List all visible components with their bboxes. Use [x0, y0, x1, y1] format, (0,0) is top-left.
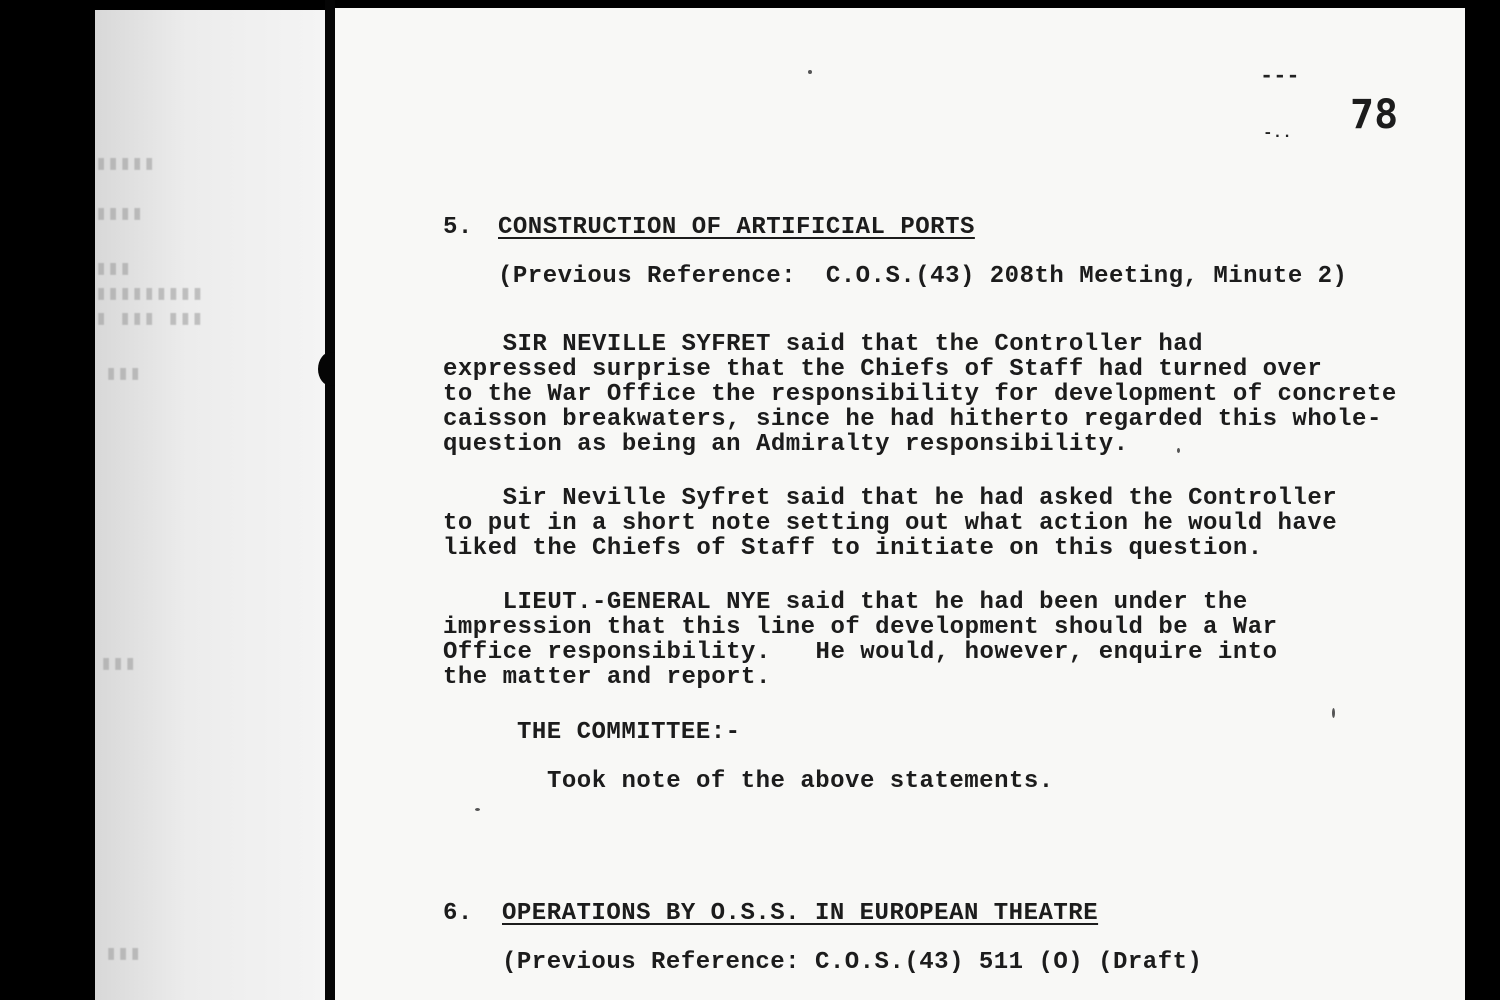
paragraph-line: Sir Neville Syfret said that he had asked the Controller	[443, 485, 1338, 512]
section-5-heading: CONSTRUCTION OF ARTIFICIAL PORTS	[498, 214, 975, 241]
bleed-through-text: ▮▮▮	[105, 363, 142, 386]
paper-speck	[1177, 448, 1180, 453]
bleed-through-text: ▮▮▮▮	[95, 203, 144, 226]
document-page	[335, 8, 1465, 1000]
section-6-number: 6.	[443, 900, 473, 927]
bleed-through-text: ▮▮▮	[95, 258, 132, 281]
paragraph-line: question as being an Admiralty responsibility.	[443, 431, 1129, 458]
paragraph-line: LIEUT.-GENERAL NYE said that he had been under the	[443, 589, 1248, 616]
paragraph-line: liked the Chiefs of Staff to initiate on this question.	[443, 535, 1263, 562]
section-5-previous-reference: (Previous Reference: C.O.S.(43) 208th Meeting, Minute 2)	[498, 263, 1348, 290]
facing-page	[95, 10, 325, 1000]
section-6-previous-reference: (Previous Reference: C.O.S.(43) 511 (O) (Draft)	[502, 949, 1203, 976]
bleed-through-text: ▮ ▮▮▮ ▮▮▮	[95, 308, 204, 331]
section-6-heading: OPERATIONS BY O.S.S. IN EUROPEAN THEATRE	[502, 900, 1099, 927]
page-number: 78	[1350, 92, 1399, 138]
bleed-through-text: ▮▮▮▮▮	[95, 153, 156, 176]
paragraph-line: Office responsibility. He would, however, enquire into	[443, 639, 1278, 666]
bleed-through-text: ▮▮▮	[105, 943, 142, 966]
bleed-through-text: ▮▮▮	[100, 653, 137, 676]
paragraph-line: the matter and report.	[443, 664, 771, 691]
paragraph-line: expressed surprise that the Chiefs of Staff had turned over	[443, 356, 1323, 383]
bleed-through-text: ▮▮▮▮▮▮▮▮▮	[95, 283, 204, 306]
paper-speck	[475, 808, 480, 811]
binding-edge	[325, 0, 335, 1000]
paragraph-line: to the War Office the responsibility for development of concrete	[443, 381, 1397, 408]
committee-heading: THE COMMITTEE:-	[517, 719, 741, 746]
paper-speck	[1332, 708, 1335, 718]
paragraph-line: SIR NEVILLE SYFRET said that the Controller had	[443, 331, 1204, 358]
page-mark-top: ---	[1260, 64, 1300, 89]
section-5-number: 5.	[443, 214, 473, 241]
committee-decision: Took note of the above statements.	[547, 768, 1054, 795]
paragraph-line: impression that this line of development should be a War	[443, 614, 1278, 641]
paragraph-line: to put in a short note setting out what action he would have	[443, 510, 1338, 537]
paper-speck	[808, 70, 812, 74]
paragraph-line: caisson breakwaters, since he had hitherto regarded this whole-	[443, 406, 1382, 433]
page-mark-lower: -..	[1263, 124, 1292, 142]
scan-border	[1465, 0, 1500, 1000]
